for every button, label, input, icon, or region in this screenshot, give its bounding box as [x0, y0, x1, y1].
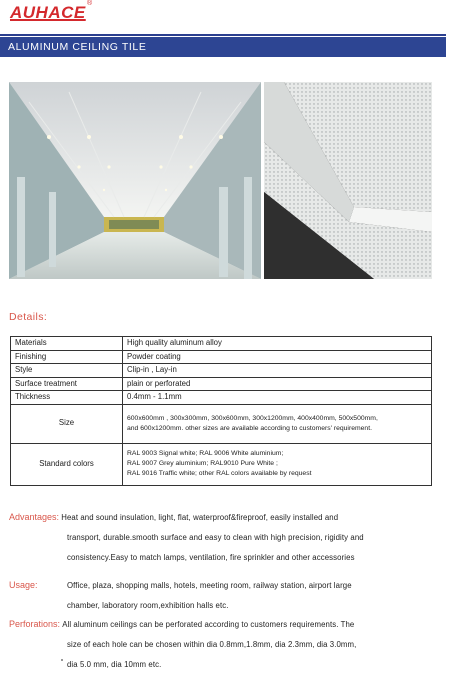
spec-key: Surface treatment [11, 377, 123, 391]
spec-table [10, 336, 432, 486]
advantages-text: consistency.Easy to match lamps, ventilation, fire sprinkler and other accessories [67, 553, 355, 562]
spec-value: plain or perforated [123, 377, 432, 391]
details-heading: Details: [9, 311, 48, 323]
spec-key: Materials [11, 337, 123, 351]
advantages-label: Advantages: [9, 512, 60, 522]
spec-key: Size [11, 404, 123, 443]
advantages-text: transport, durable.smooth surface and easy to clean with high precision, rigidity and [67, 533, 364, 542]
spec-value: High quality aluminum alloy [123, 337, 432, 351]
table-row [11, 364, 432, 378]
perforations-text: dia 5.0 mm, dia 10mm etc. [67, 660, 162, 669]
table-row [11, 391, 432, 405]
size-line: and 600x1200mm. other sizes are available according to customers' requirement. [127, 424, 372, 432]
table-row [11, 377, 432, 391]
spec-value: Clip-in , Lay-in [123, 364, 432, 378]
color-line: RAL 9003 Signal white; RAL 9006 White aluminium; [127, 450, 284, 457]
spec-value [123, 443, 432, 485]
header-rule [0, 34, 446, 36]
spec-key: Standard colors [11, 443, 123, 485]
advantages-text: Heat and sound insulation, light, flat, waterproof&fireproof, easily installed and [61, 513, 339, 522]
spec-value: Powder coating [123, 350, 432, 364]
color-line: RAL 9007 Grey aluminium; RAL9010 Pure White ; [127, 460, 278, 467]
stray-dot [61, 659, 63, 661]
color-line: RAL 9016 Traffic white; other RAL colors available by request [127, 470, 312, 477]
page-title: ALUMINUM CEILING TILE [0, 37, 446, 57]
perforations-section [9, 614, 434, 675]
table-row [11, 443, 432, 485]
perforations-text: size of each hole can be chosen within dia 0.8mm,1.8mm, dia 2.3mm, dia 3.0mm, [67, 640, 357, 649]
perforations-text: All aluminum ceilings can be perforated according to customers requirements. The [62, 620, 355, 629]
product-photos [9, 82, 432, 279]
spec-value [123, 404, 432, 443]
size-line: 600x600mm , 300x300mm, 300x600mm, 300x1200mm, 400x400mm, 500x500mm, [127, 414, 378, 422]
perforated-tile-photo [264, 82, 432, 279]
brand-logo: AUHACE [10, 3, 86, 22]
spec-value: 0.4mm - 1.1mm [123, 391, 432, 405]
table-row [11, 350, 432, 364]
advantages-section [9, 507, 434, 568]
usage-label: Usage: [9, 580, 38, 590]
usage-text: chamber, laboratory room,exhibition halls etc. [67, 601, 229, 610]
table-row [11, 337, 432, 351]
table-row [11, 404, 432, 443]
usage-section [9, 575, 434, 616]
spec-key: Style [11, 364, 123, 378]
registered-mark: ® [87, 0, 93, 7]
spec-key: Thickness [11, 391, 123, 405]
spec-key: Finishing [11, 350, 123, 364]
usage-text: Office, plaza, shopping malls, hotels, meeting room, railway station, airport large [67, 581, 352, 590]
perforations-label: Perforations: [9, 619, 61, 629]
corridor-photo [9, 82, 261, 279]
